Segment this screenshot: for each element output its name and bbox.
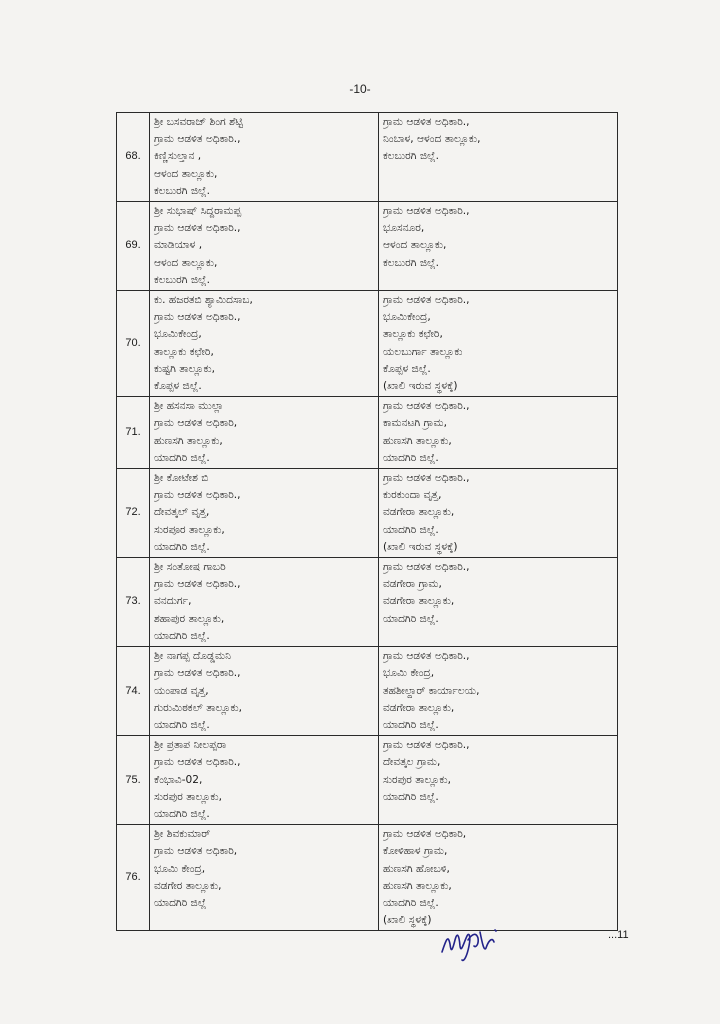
new-posting-line: ತಹಶೀಲ್ದಾರ್ ಕಾರ್ಯಾಲಯ, — [383, 684, 480, 697]
new-posting-line: ಕೋಳಿಹಾಳ ಗ್ರಾಮ, — [383, 845, 448, 858]
new-posting-cell — [379, 825, 618, 931]
new-posting-line: ಕಲಬುರಗಿ ಜಿಲ್ಲೆ. — [383, 150, 439, 163]
current-posting-line: ಯಾದಗಿರಿ ಜಿಲ್ಲೆ. — [154, 451, 210, 464]
current-posting-line: ಶ್ರೀ ಬಸವರಾಜ್ ಶಿಂಗ ಶೆಟ್ಟಿ — [154, 116, 244, 128]
current-posting-line: ಕಲಬುರಗಿ ಜಿಲ್ಲೆ. — [154, 184, 210, 197]
current-posting-line: ದೇವತ್ಕಲ್ ವೃತ್ತ, — [154, 506, 210, 519]
current-posting-line: ಶ್ರೀ ಸಂತೋಷ ಗಾಬರಿ — [154, 561, 226, 574]
new-posting-line: ಗ್ರಾಮ ಆಡಳಿತ ಅಧಿಕಾರಿ., — [383, 294, 470, 307]
current-posting-line: ವಡಗೇರ ತಾಲ್ಲೂಕು, — [154, 879, 222, 892]
table-row — [117, 825, 618, 931]
new-posting-line: ಯಾದಗಿರಿ ಜಿಲ್ಲೆ. — [383, 523, 439, 536]
current-posting-line: ಶ್ರೀ ನಾಗಪ್ಪ ದೊಡ್ಡಮನಿ — [154, 650, 231, 663]
current-posting-line: ಗ್ರಾಮ ಆಡಳಿತ ಅಧಿಕಾರಿ., — [154, 578, 241, 591]
table-row — [117, 202, 618, 291]
new-posting-line: ಭೂಮಿಕೇಂದ್ರ, — [383, 311, 431, 324]
current-posting-line: ಗ್ರಾಮ ಆಡಳಿತ ಅಧಿಕಾರಿ., — [154, 489, 241, 502]
current-posting-line: ಶ್ರೀ ಹಸನಸಾ ಮುಲ್ಲಾ — [154, 400, 224, 413]
new-posting-line: ನಿಂಬಾಳ, ಆಳಂದ ತಾಲ್ಲೂಕು, — [383, 133, 481, 146]
current-posting-cell — [150, 113, 379, 202]
current-posting-line: ಯಂಪಾಡ ವೃತ್ತ, — [154, 684, 209, 697]
table-row — [117, 647, 618, 736]
current-posting-line: ಕಲಬುರಗಿ ಜಿಲ್ಲೆ. — [154, 273, 210, 286]
current-posting-line: ಸುರಪುರ ತಾಲ್ಲೂಕು, — [154, 790, 222, 803]
serial-number: 71. — [117, 397, 150, 469]
new-posting-line: ದೇವತ್ಕಲ ಗ್ರಾಮ, — [383, 756, 441, 769]
current-posting-line: ಗ್ರಾಮ ಆಡಳಿತ ಅಧಿಕಾರಿ., — [154, 756, 241, 769]
serial-number: 72. — [117, 469, 150, 558]
current-posting-line: ಶಹಾಪುರ ತಾಲ್ಲೂಕು, — [154, 612, 225, 625]
current-posting-line: ಯಾದಗಿರಿ ಜಿಲ್ಲೆ — [154, 896, 207, 909]
current-posting-line: ಗ್ರಾಮ ಆಡಳಿತ ಅಧಿಕಾರಿ., — [154, 133, 241, 146]
new-posting-line: ವಡಗೇರಾ ಗ್ರಾಮ, — [383, 578, 442, 591]
current-posting-line: ಕು. ಹಜರತಬಿ ಶ್ಯಾಮಿದಸಾಬ, — [154, 294, 253, 307]
current-posting-line: ಯಾದಗಿರಿ ಜಿಲ್ಲೆ. — [154, 540, 210, 553]
new-posting-cell — [379, 202, 618, 291]
current-posting-line: ಆಳಂದ ತಾಲ್ಲೂಕು, — [154, 256, 218, 269]
new-posting-cell — [379, 558, 618, 647]
new-posting-line: ವಡಗೇರಾ ತಾಲ್ಲೂಕು, — [383, 595, 455, 608]
current-posting-line: ಶ್ರೀ ಸುಭಾಷ್ ಸಿದ್ದರಾಮಪ್ಪ — [154, 205, 242, 218]
new-posting-line: ವಡಗೇರಾ ತಾಲ್ಲೂಕು, — [383, 506, 455, 519]
current-posting-line: ಯಾದಗಿರಿ ಜಿಲ್ಲೆ. — [154, 718, 210, 731]
current-posting-line: ಗ್ರಾಮ ಆಡಳಿತ ಅಧಿಕಾರಿ, — [154, 417, 238, 430]
new-posting-line: (ಖಾಲಿ ಸ್ಥಳಕ್ಕೆ) — [383, 914, 432, 927]
serial-number: 70. — [117, 291, 150, 397]
new-posting-line: ಹುಣಸಗಿ ಹೋಬಳಿ, — [383, 862, 450, 875]
current-posting-line: ಶ್ರೀ ಪ್ರತಾಪ ನೀಲಪ್ಪರಾ — [154, 739, 227, 752]
serial-number: 68. — [117, 113, 150, 202]
table-row — [117, 469, 618, 558]
serial-number: 69. — [117, 202, 150, 291]
new-posting-line: ಕಾಮನಟಗಿ ಗ್ರಾಮ, — [383, 417, 447, 430]
page-number: -10- — [349, 82, 371, 96]
current-posting-line: ಗ್ರಾಮ ಆಡಳಿತ ಅಧಿಕಾರಿ, — [154, 845, 238, 858]
transfer-table-body — [117, 113, 618, 931]
current-posting-line: ಗ್ರಾಮ ಆಡಳಿತ ಅಧಿಕಾರಿ., — [154, 667, 241, 680]
new-posting-line: ಭೂಸನೂರ, — [383, 222, 425, 235]
current-posting-line: ಗುರುಮಿಠಕಲ್ ತಾಲ್ಲೂಕು, — [154, 701, 242, 714]
current-posting-cell — [150, 397, 379, 469]
current-posting-line: ಹುಣಸಗಿ ತಾಲ್ಲೂಕು, — [154, 434, 223, 447]
new-posting-line: ವಡಗೇರಾ ತಾಲ್ಲೂಕು, — [383, 701, 455, 714]
new-posting-line: ಯಾದಗಿರಿ ಜಿಲ್ಲೆ. — [383, 718, 439, 731]
new-posting-line: ಭೂಮಿ ಕೇಂದ್ರ, — [383, 667, 435, 680]
new-posting-line: ಸುರಪುರ ತಾಲ್ಲೂಕು, — [383, 773, 451, 786]
new-posting-line: ಯಲಬುರ್ಗಾ ತಾಲ್ಲೂಕು — [383, 345, 463, 358]
continuation-marker: ...11 — [608, 929, 629, 941]
current-posting-line: ಕುಷ್ಟಗಿ ತಾಲ್ಲೂಕು, — [154, 362, 216, 375]
current-posting-line: ಶ್ರೀ ಕೋಟೇಶ ಬಿ — [154, 472, 209, 485]
new-posting-line: ತಾಲ್ಲೂಕು ಕಛೇರಿ, — [383, 328, 443, 341]
new-posting-line: ಗ್ರಾಮ ಆಡಳಿತ ಅಧಿಕಾರಿ., — [383, 739, 470, 752]
new-posting-line: ಗ್ರಾಮ ಆಡಳಿತ ಅಧಿಕಾರಿ., — [383, 400, 470, 413]
transfer-table — [116, 112, 618, 931]
table-row — [117, 397, 618, 469]
new-posting-line: ಗ್ರಾಮ ಆಡಳಿತ ಅಧಿಕಾರಿ., — [383, 472, 470, 485]
current-posting-line: ಮಾಡಿಯಾಳ , — [154, 239, 203, 252]
current-posting-line: ಯಾದಗಿರಿ ಜಿಲ್ಲೆ. — [154, 807, 210, 820]
new-posting-line: ಯಾದಗಿರಿ ಜಿಲ್ಲೆ. — [383, 896, 439, 909]
current-posting-cell — [150, 558, 379, 647]
serial-number: 73. — [117, 558, 150, 647]
current-posting-line: ಗ್ರಾಮ ಆಡಳಿತ ಅಧಿಕಾರಿ., — [154, 311, 241, 324]
new-posting-line: ಹುಣಸಗಿ ತಾಲ್ಲೂಕು, — [383, 879, 452, 892]
new-posting-cell — [379, 113, 618, 202]
current-posting-cell — [150, 647, 379, 736]
current-posting-line: ಸುರಪೂರ ತಾಲ್ಲೂಕು, — [154, 523, 225, 536]
new-posting-cell — [379, 469, 618, 558]
current-posting-line: ಕಿಣ್ಣಿಸುಲ್ತಾನ , — [154, 150, 202, 163]
new-posting-line: ಯಾದಗಿರಿ ಜಿಲ್ಲೆ. — [383, 612, 439, 625]
new-posting-line: ಗ್ರಾಮ ಆಡಳಿತ ಅಧಿಕಾರಿ., — [383, 650, 470, 663]
current-posting-line: ಆಳಂದ ತಾಲ್ಲೂಕು, — [154, 167, 218, 180]
current-posting-cell — [150, 825, 379, 931]
new-posting-line: ಗ್ರಾಮ ಆಡಳಿತ ಅಧಿಕಾರಿ., — [383, 205, 470, 218]
new-posting-line: (ಖಾಲಿ ಇರುವ ಸ್ಥಳಕ್ಕೆ) — [383, 380, 458, 393]
current-posting-line: ಗ್ರಾಮ ಆಡಳಿತ ಅಧಿಕಾರಿ., — [154, 222, 241, 235]
current-posting-cell — [150, 291, 379, 397]
current-posting-line: ತಾಲ್ಲೂಕು ಕಛೇರಿ, — [154, 345, 214, 358]
current-posting-cell — [150, 202, 379, 291]
new-posting-line: (ಖಾಲಿ ಇರುವ ಸ್ಥಳಕ್ಕೆ) — [383, 540, 458, 553]
new-posting-cell — [379, 647, 618, 736]
table-row — [117, 291, 618, 397]
current-posting-cell — [150, 469, 379, 558]
table-row — [117, 736, 618, 825]
new-posting-cell — [379, 736, 618, 825]
table-row — [117, 558, 618, 647]
current-posting-line: ಭೂಮಿ ಕೇಂದ್ರ, — [154, 862, 206, 875]
serial-number: 75. — [117, 736, 150, 825]
new-posting-line: ಕುರಕುಂದಾ ವೃತ್ತ, — [383, 489, 442, 502]
current-posting-line: ಶ್ರೀ ಶಿವಕುಮಾರ್ — [154, 828, 211, 841]
table-row — [117, 113, 618, 202]
current-posting-line: ಕೆಂಭಾವಿ-02, — [154, 773, 203, 786]
current-posting-cell — [150, 736, 379, 825]
new-posting-line: ಕೊಪ್ಪಳ ಜಿಲ್ಲೆ. — [383, 362, 431, 375]
signature-image — [438, 922, 508, 964]
new-posting-line: ಗ್ರಾಮ ಆಡಳಿತ ಅಧಿಕಾರಿ., — [383, 116, 470, 128]
new-posting-line: ಕಲಬುರಗಿ ಜಿಲ್ಲೆ. — [383, 256, 439, 269]
current-posting-line: ಭೂಮಿಕೇಂದ್ರ, — [154, 328, 202, 341]
new-posting-line: ಯಾದಗಿರಿ ಜಿಲ್ಲೆ. — [383, 451, 439, 464]
current-posting-line: ಯಾದಗಿರಿ ಜಿಲ್ಲೆ. — [154, 629, 210, 642]
serial-number: 74. — [117, 647, 150, 736]
new-posting-line: ಯಾದಗಿರಿ ಜಿಲ್ಲೆ. — [383, 790, 439, 803]
new-posting-line: ಗ್ರಾಮ ಆಡಳಿತ ಅಧಿಕಾರಿ, — [383, 828, 467, 841]
new-posting-cell — [379, 291, 618, 397]
new-posting-line: ಆಳಂದ ತಾಲ್ಲೂಕು, — [383, 239, 447, 252]
new-posting-cell — [379, 397, 618, 469]
new-posting-line: ಗ್ರಾಮ ಆಡಳಿತ ಅಧಿಕಾರಿ., — [383, 561, 470, 574]
current-posting-line: ವನದುರ್ಗ, — [154, 595, 192, 608]
serial-number: 76. — [117, 825, 150, 931]
new-posting-line: ಹುಣಸಗಿ ತಾಲ್ಲೂಕು, — [383, 434, 452, 447]
current-posting-line: ಕೊಪ್ಪಳ ಜಿಲ್ಲೆ. — [154, 380, 202, 393]
